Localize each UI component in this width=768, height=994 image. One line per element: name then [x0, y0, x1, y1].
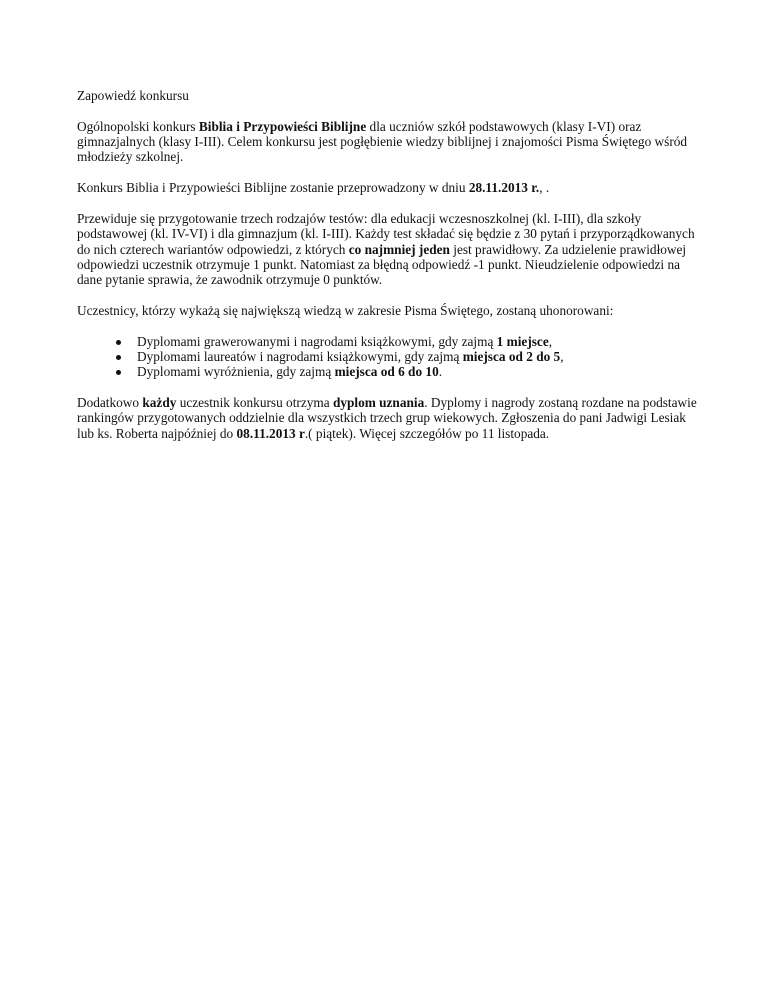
date-paragraph [77, 180, 697, 195]
list-item [137, 349, 697, 364]
closing-paragraph [77, 395, 697, 441]
date-text-1: Konkurs Biblia i Przypowieści Biblijne zostanie przeprowadzony w dniu [77, 180, 469, 196]
awards-intro-text: Uczestnicy, którzy wykażą się największą wiedzą w zakresie Pisma Świętego, zostaną uhonorowani: [77, 302, 614, 318]
every-participant: każdy [142, 395, 177, 411]
award-punct: , [560, 349, 564, 365]
deadline-date: 08.11.2013 r [236, 425, 305, 441]
closing-text-2: uczestnik konkursu otrzyma [176, 395, 333, 411]
award-place: miejsca od 6 do 10 [334, 364, 439, 380]
intro-text-1: Ogólnopolski konkurs [77, 118, 199, 134]
heading-text: Zapowiedź konkursu [77, 88, 189, 103]
intro-text-2: dla uczniów szkół podstawowych (klasy I-VI) oraz gimnazjalnych (klasy I-III). Celem konkursu jest pogłębienie wiedzy biblijnej i znajomości Pisma Świętego wśród młodzieży szkolnej. [77, 118, 688, 165]
document-heading [77, 88, 697, 103]
list-item [137, 334, 697, 349]
awards-intro-paragraph [77, 303, 697, 318]
award-place: miejsca od 2 do 5 [462, 349, 561, 365]
award-text: Dyplomami wyróżnienia, gdy zajmą [137, 364, 335, 380]
award-punct: . [438, 364, 443, 380]
date-text-2: , . [539, 180, 550, 196]
award-text: Dyplomami grawerowanymi i nagrodami książkowymi, gdy zajmą [137, 333, 497, 349]
contest-date: 28.11.2013 r. [468, 180, 540, 196]
intro-paragraph [77, 119, 697, 165]
tests-text-2: jest prawidłowy. Za udzielenie prawidłowej odpowiedzi uczestnik otrzymuje 1 punkt. Natomiast za błędną odpowiedź -1 punkt. Nieudzielenie odpowiedzi na dane pytanie sprawia, że zawodnik otrzymuje 0 punktów. [77, 241, 687, 288]
award-place: 1 miejsce [496, 333, 549, 349]
tests-paragraph [77, 211, 697, 287]
recognition-diploma: dyplom uznania [332, 395, 425, 411]
contest-name: Biblia i Przypowieści Biblijne [198, 118, 367, 134]
closing-text-1: Dodatkowo [77, 395, 143, 411]
tests-text-1: Przewiduje się przygotowanie trzech rodzajów testów: dla edukacji wczesnoszkolnej (kl. I-III), dla szkoły podstawowej (kl. IV-VI) i dla gimnazjum (kl. I-III). Każdy test składać się będzie z 30 pytań i przyporządkowanych do nich czterech wariantów odpowiedzi, z których [77, 210, 695, 257]
award-text: Dyplomami laureatów i nagrodami książkowymi, gdy zajmą [137, 349, 463, 365]
awards-list [77, 334, 697, 380]
award-punct: , [548, 333, 553, 349]
list-item [137, 364, 697, 379]
document-page [77, 88, 697, 457]
at-least-one: co najmniej jeden [348, 241, 450, 257]
closing-text-4: .( piątek). Więcej szczegółów po 11 listopada. [304, 425, 550, 441]
closing-text-3: . Dyplomy i nagrody zostaną rozdane na podstawie rankingów przygotowanych oddzielnie dla wszystkich trzech grup wiekowych. Zgłoszenia do pani Jadwigi Lesiak lub ks. Roberta najpóźniej do [77, 395, 697, 441]
